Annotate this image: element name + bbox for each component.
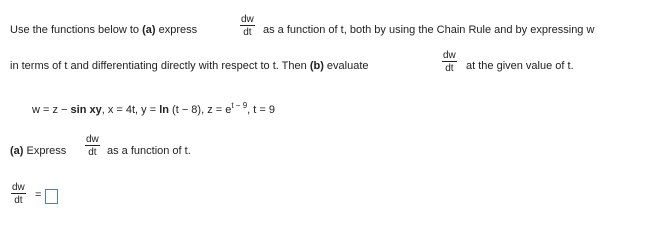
part-a-marker: (a)	[142, 24, 156, 36]
fraction-bar	[442, 61, 457, 62]
ln-term: ln	[159, 104, 169, 116]
dw-dt-fraction-line2	[442, 50, 457, 74]
part-a-suffix: as a function of t.	[107, 145, 191, 157]
fraction-numerator: dw	[86, 134, 99, 145]
dw-dt-fraction-part-a	[85, 134, 100, 158]
dw-dt-fraction-line1	[240, 14, 255, 38]
fraction-numerator: dw	[12, 182, 25, 193]
part-a-label-marker: (a)	[10, 145, 24, 157]
dw-dt-fraction-answer	[11, 182, 26, 206]
line1-after-marker: express	[155, 24, 198, 36]
part-b-marker: (b)	[309, 60, 324, 72]
function-definitions	[32, 101, 275, 116]
equals-sign: =	[35, 189, 42, 201]
part-a-prompt	[10, 145, 66, 157]
y-and-z-definition: (t − 8), z = e	[172, 104, 232, 116]
fraction-denominator: dt	[88, 147, 97, 158]
fraction-bar	[240, 25, 255, 26]
line2-after-marker: evaluate	[323, 60, 369, 72]
problem-line-1	[10, 24, 197, 36]
line2-suffix: at the given value of t.	[466, 60, 574, 72]
part-a-label: Express	[26, 145, 67, 157]
w-definition: w = z −	[32, 104, 68, 116]
line1-prefix: Use the functions below to	[10, 24, 143, 36]
fraction-numerator: dw	[443, 50, 456, 61]
line2-prefix: in terms of t and differentiating directly with respect to t. Then	[10, 60, 310, 72]
fraction-bar	[85, 145, 100, 146]
fraction-denominator: dt	[445, 63, 454, 74]
line1-suffix: as a function of t, both by using the Chain Rule and by expressing w	[263, 24, 595, 36]
fraction-denominator: dt	[243, 27, 252, 38]
sin-term: sin xy	[70, 104, 102, 116]
fraction-bar	[11, 193, 26, 194]
fraction-numerator: dw	[241, 14, 254, 25]
problem-line-2	[10, 60, 369, 72]
t-value: , t = 9	[247, 104, 275, 116]
fraction-denominator: dt	[14, 195, 23, 206]
z-exponent: t − 9	[231, 101, 248, 110]
x-definition: , x = 4t, y =	[101, 104, 157, 116]
answer-input-box[interactable]	[45, 189, 58, 204]
